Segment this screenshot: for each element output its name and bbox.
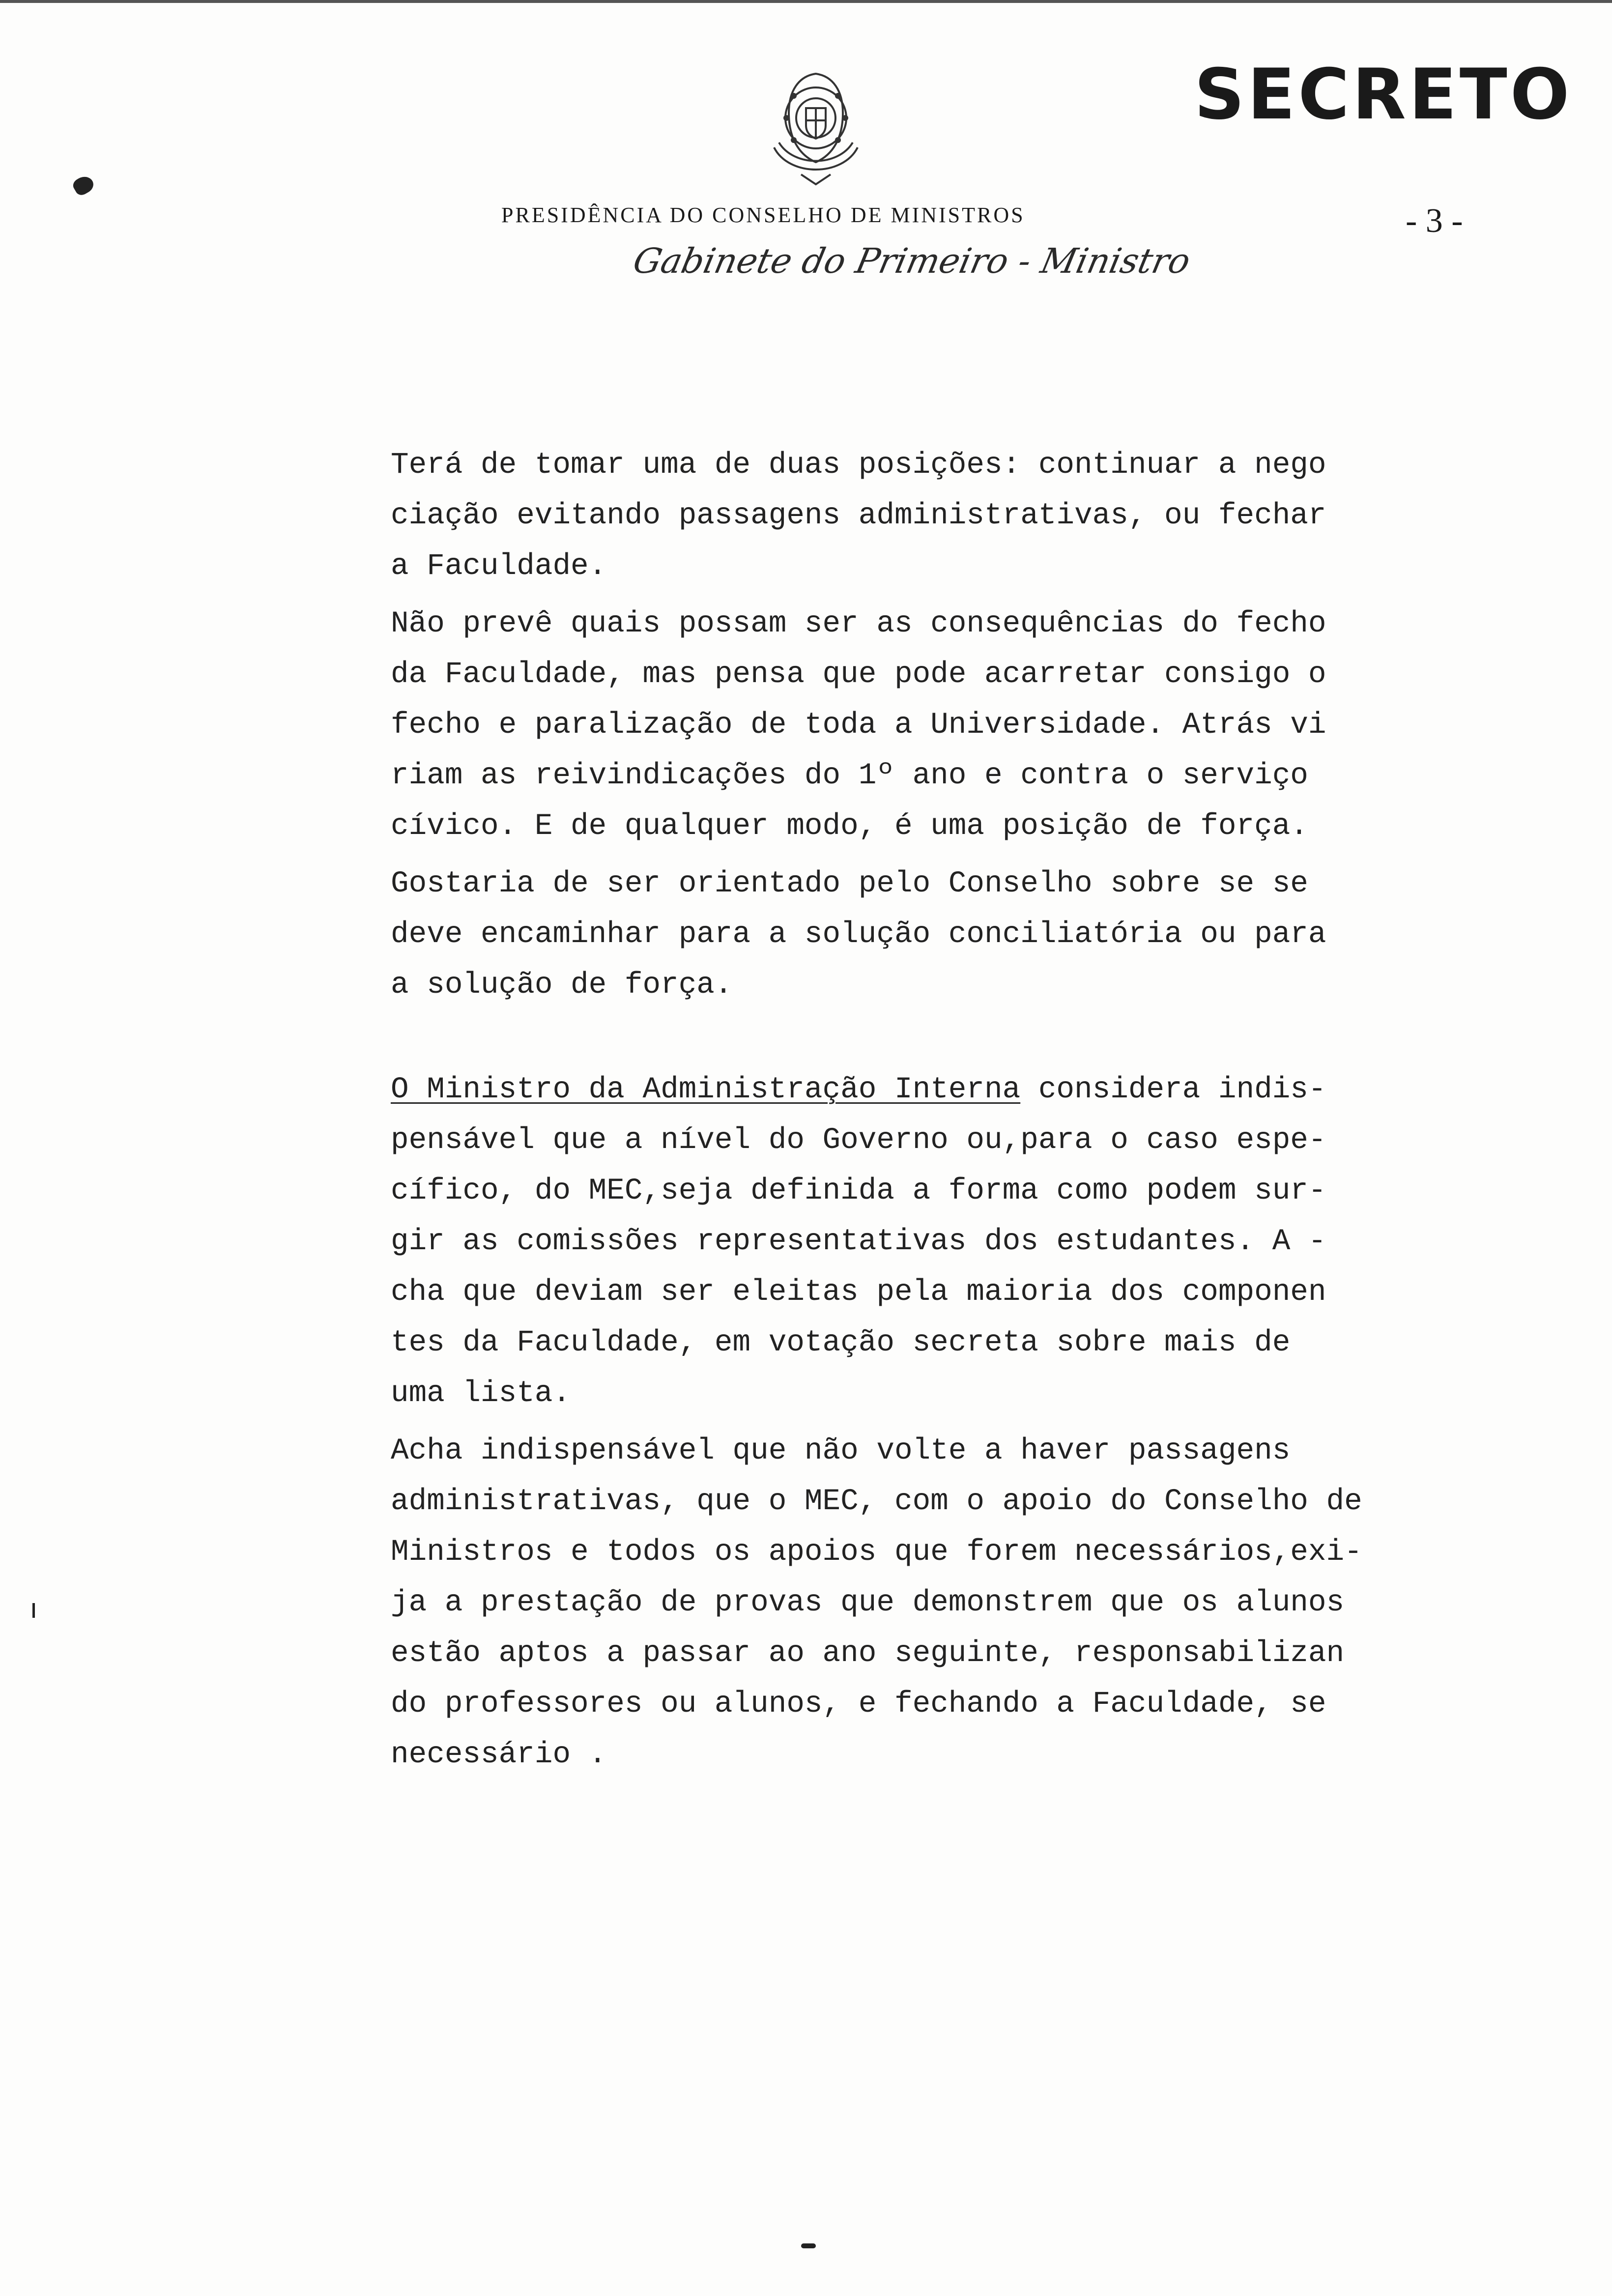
text-line: Não prevê quais possam ser as consequências do fecho (391, 607, 1326, 641)
text-line: ja a prestação de provas que demonstrem que os alunos (391, 1586, 1345, 1620)
paragraph (391, 599, 1482, 852)
paragraph (391, 1064, 1482, 1419)
text-line: cívico. E de qualquer modo, é uma posição de força. (391, 809, 1308, 843)
text-line: Acha indispensável que não volte a haver passagens (391, 1434, 1291, 1468)
scan-mark (32, 1603, 35, 1618)
text-line: uma lista. (391, 1377, 571, 1410)
text-line: fecho e paralização de toda a Universidade. Atrás vi (391, 708, 1326, 742)
top-border (0, 0, 1612, 3)
text-line: cífico, do MEC,seja definida a forma como podem sur- (391, 1174, 1326, 1208)
text-line: a Faculdade. (391, 549, 607, 583)
coat-of-arms-icon (759, 69, 872, 192)
text-line: administrativas, que o MEC, com o apoio do Conselho de (391, 1485, 1362, 1519)
text-line: Terá de tomar uma de duas posições: continuar a nego (391, 448, 1326, 482)
scan-mark (71, 173, 96, 197)
document-body (391, 440, 1482, 1780)
text-line: cha que deviam ser eleitas pela maioria dos componen (391, 1275, 1326, 1309)
speaker-name: O Ministro da Administração Interna (391, 1073, 1021, 1107)
text-line: a solução de força. (391, 968, 733, 1002)
text-line: tes da Faculdade, em votação secreta sobre mais de (391, 1326, 1291, 1360)
text-line: Gostaria de ser orientado pelo Conselho sobre se se (391, 867, 1308, 901)
text-line: do professores ou alunos, e fechando a Faculdade, se (391, 1687, 1326, 1721)
office-name: PRESIDÊNCIA DO CONSELHO DE MINISTROS (501, 203, 1025, 227)
text-line: pensável que a nível do Governo ou,para o caso espe- (391, 1123, 1326, 1157)
text-line: considera indis- (1020, 1073, 1326, 1107)
text-line: riam as reivindicações do 1º ano e contra o serviço (391, 759, 1308, 793)
text-line: necessário . (391, 1738, 607, 1772)
text-line: estão aptos a passar ao ano seguinte, responsabilizan (391, 1636, 1345, 1670)
paragraph (391, 859, 1482, 1010)
text-line: da Faculdade, mas pensa que pode acarretar consigo o (391, 658, 1326, 691)
text-line: Ministros e todos os apoios que forem necessários,exi- (391, 1535, 1362, 1569)
text-line: gir as comissões representativas dos estudantes. A - (391, 1225, 1326, 1259)
paragraph (391, 1426, 1482, 1780)
cabinet-signature: Gabinete do Primeiro - Ministro (630, 241, 1194, 281)
page-number: - 3 - (1406, 202, 1463, 240)
scan-mark (801, 2243, 816, 2248)
text-line: ciação evitando passagens administrativas, ou fechar (391, 499, 1326, 533)
text-line: deve encaminhar para a solução conciliatória ou para (391, 918, 1326, 951)
paragraph (391, 440, 1482, 592)
classification-stamp: SECRETO (1194, 54, 1573, 135)
